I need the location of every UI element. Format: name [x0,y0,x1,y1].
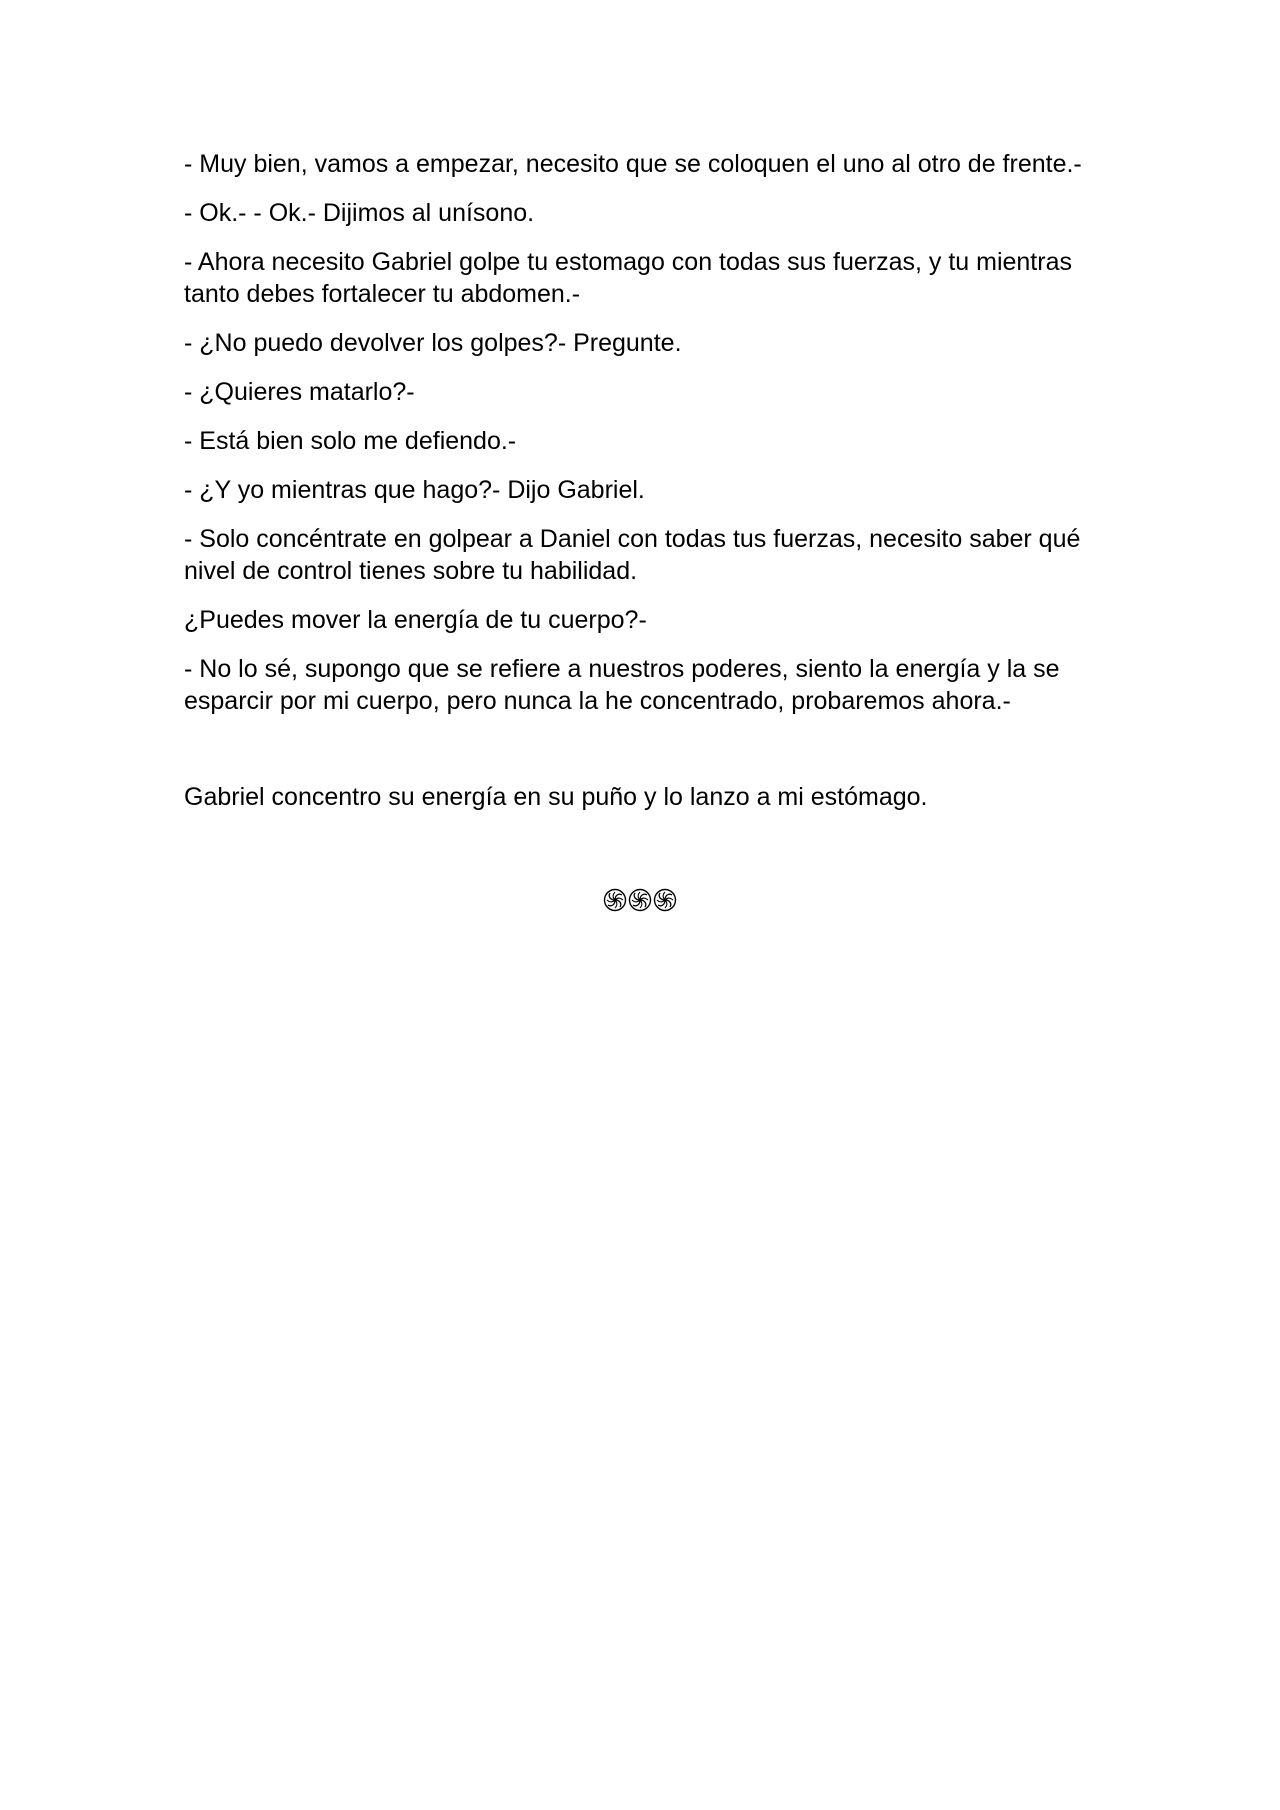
paragraph: ¿Puedes mover la energía de tu cuerpo?- [184,606,647,634]
swirl-icon [653,888,677,912]
swirl-icon [628,888,652,912]
text-body [184,148,1104,830]
paragraph: Gabriel concentro su energía en su puño y lo lanzo a mi estómago. [184,783,928,811]
paragraph: - Ok.- - Ok.- Dijimos al unísono. [184,199,535,227]
paragraph: - No lo sé, supongo que se refiere a nuestros poderes, siento la energía y la se esparcir por mi cuerpo, pero nunca la he concentrado, probaremos ahora.- [184,655,1060,715]
paragraph: - Ahora necesito Gabriel golpe tu estomago con todas sus fuerzas, y tu mientras tanto debes fortalecer tu abdomen.- [184,248,1072,308]
section-break-ornament [0,888,1280,912]
paragraph: - ¿Y yo mientras que hago?- Dijo Gabriel. [184,476,645,504]
swirl-icon [603,888,627,912]
paragraph: - ¿No puedo devolver los golpes?- Pregunte. [184,329,682,357]
paragraph: - Muy bien, vamos a empezar, necesito que se coloquen el uno al otro de frente.- [184,150,1082,178]
paragraph: - ¿Quieres matarlo?- [184,378,415,406]
paragraph: - Está bien solo me defiendo.- [184,427,517,455]
paragraph: - Solo concéntrate en golpear a Daniel con todas tus fuerzas, necesito saber qué nivel de control tienes sobre tu habilidad. [184,525,1081,585]
